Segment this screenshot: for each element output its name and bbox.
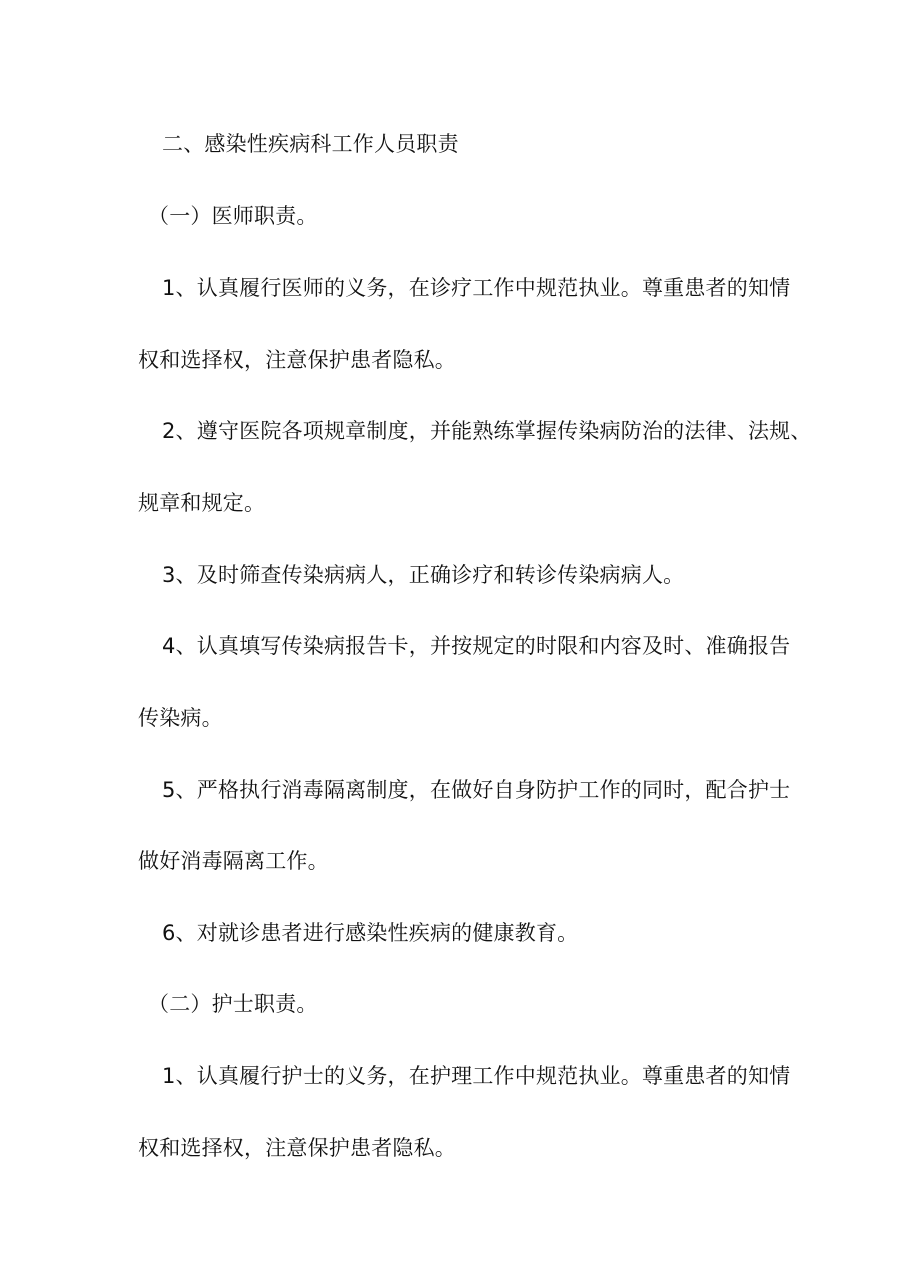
doctor-duty-1-line-1: 1、认真履行医师的义务，在诊疗工作中规范执业。尊重患者的知情 (162, 276, 791, 300)
doctor-duty-5-line-2: 做好消毒隔离工作。 (138, 849, 329, 873)
doctor-duty-4-line-1: 4、认真填写传染病报告卡，并按规定的时限和内容及时、准确报告 (162, 634, 791, 658)
doctor-duty-2-line-1: 2、遵守医院各项规章制度，并能熟练掌握传染病防治的法律、法规、 (162, 419, 812, 443)
doctor-duty-1-line-2: 权和选择权，注意保护患者隐私。 (138, 348, 456, 372)
doctor-duty-5-line-1: 5、严格执行消毒隔离制度，在做好自身防护工作的同时，配合护士 (162, 778, 791, 802)
doctor-duty-4-line-2: 传染病。 (138, 706, 223, 730)
subsection-nurse-heading: （二）护士职责。 (148, 992, 318, 1016)
subsection-doctor-heading: （一）医师职责。 (148, 204, 318, 228)
doctor-duty-2-line-2: 规章和规定。 (138, 491, 266, 515)
nurse-duty-1-line-1: 1、认真履行护士的义务，在护理工作中规范执业。尊重患者的知情 (162, 1064, 791, 1088)
doctor-duty-6: 6、对就诊患者进行感染性疾病的健康教育。 (162, 921, 579, 945)
nurse-duty-1-line-2: 权和选择权，注意保护患者隐私。 (138, 1136, 456, 1160)
section-title: 二、感染性疾病科工作人员职责 (162, 132, 459, 156)
doctor-duty-3: 3、及时筛查传染病病人，正确诊疗和转诊传染病病人。 (162, 563, 685, 587)
